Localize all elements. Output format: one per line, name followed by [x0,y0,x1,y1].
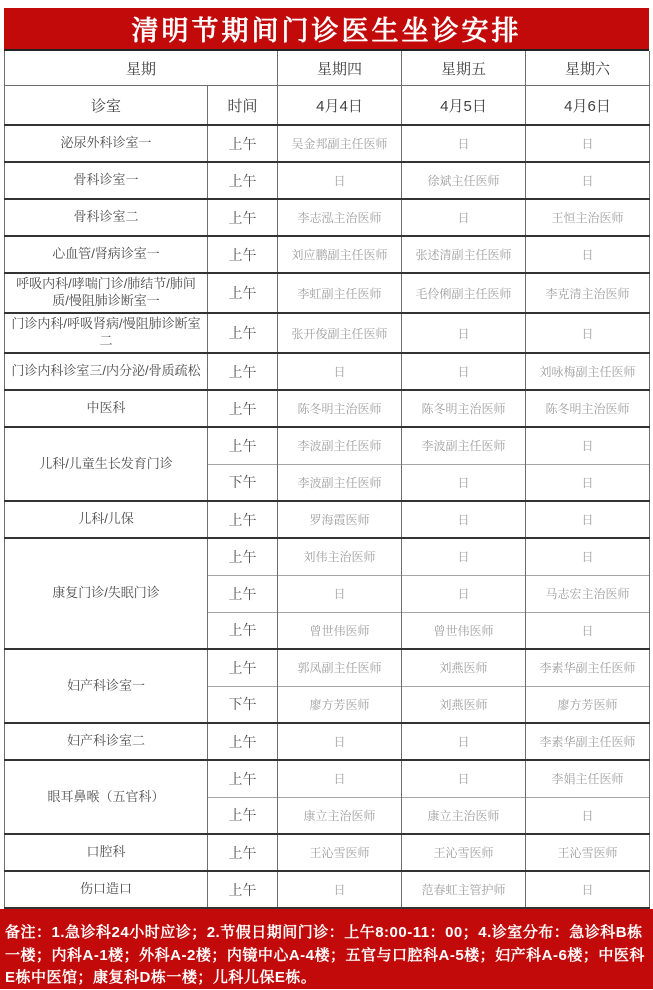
empty-cell: 日 [402,125,526,162]
doctor-cell: 罗海霞医师 [278,501,402,538]
header-time: 时间 [208,85,278,125]
time-cell: 上午 [208,575,278,612]
empty-cell: 日 [402,538,526,575]
empty-cell: 日 [278,353,402,390]
doctor-cell: 李娟主任医师 [526,760,650,797]
doctor-cell: 曾世伟医师 [278,612,402,649]
room-cell: 中医科 [5,390,208,427]
schedule-table [4,51,650,909]
notes-footer: 备注：1.急诊科24小时应诊；2.节假日期间门诊：上午8:00-11：00；4.诊室分布：急诊科B栋一楼；内科A-1楼；外科A-2楼；内镜中心A-4楼；五官与口腔科A-5楼；妇产科A-6楼；中医科E栋中医馆；康复科D栋一楼；儿科儿保E栋。 [0,909,653,989]
empty-cell: 日 [526,612,650,649]
schedule-row [5,760,650,797]
empty-cell: 日 [278,575,402,612]
doctor-cell: 王恒主治医师 [526,199,650,236]
time-cell: 上午 [208,501,278,538]
time-cell: 下午 [208,464,278,501]
time-cell: 上午 [208,538,278,575]
empty-cell: 日 [278,760,402,797]
room-cell: 门诊内科/呼吸肾病/慢阻肺诊断室二 [5,313,208,353]
header-date-apr4: 4月4日 [278,85,402,125]
schedule-row [5,273,650,313]
schedule-row [5,834,650,871]
room-cell: 儿科/儿保 [5,501,208,538]
empty-cell: 日 [526,797,650,834]
doctor-cell: 陈冬明主治医师 [526,390,650,427]
doctor-cell: 张述清副主任医师 [402,236,526,273]
doctor-cell: 刘应鹏副主任医师 [278,236,402,273]
doctor-cell: 李波副主任医师 [278,464,402,501]
empty-cell: 日 [526,501,650,538]
doctor-cell: 王沁雪医师 [278,834,402,871]
time-cell: 下午 [208,686,278,723]
time-cell: 上午 [208,313,278,353]
room-cell: 呼吸内科/哮喘门诊/肺结节/肺间质/慢阻肺诊断室一 [5,273,208,313]
time-cell: 上午 [208,390,278,427]
title-banner [4,8,649,51]
time-cell: 上午 [208,199,278,236]
room-cell: 心血管/肾病诊室一 [5,236,208,273]
header-date-apr6: 4月6日 [526,85,650,125]
empty-cell: 日 [402,723,526,760]
doctor-cell: 王沁雪医师 [402,834,526,871]
empty-cell: 日 [278,723,402,760]
time-cell: 上午 [208,612,278,649]
empty-cell: 日 [402,353,526,390]
doctor-cell: 陈冬明主治医师 [278,390,402,427]
doctor-cell: 刘伟主治医师 [278,538,402,575]
doctor-cell: 李波副主任医师 [278,427,402,464]
room-cell: 妇产科诊室一 [5,649,208,723]
time-cell: 上午 [208,427,278,464]
doctor-cell: 吴金邦副主任医师 [278,125,402,162]
time-cell: 上午 [208,871,278,908]
doctor-cell: 廖方芳医师 [278,686,402,723]
doctor-cell: 李志泓主治医师 [278,199,402,236]
room-cell: 眼耳鼻喉（五官科） [5,760,208,834]
room-cell: 妇产科诊室二 [5,723,208,760]
doctor-cell: 李克清主治医师 [526,273,650,313]
empty-cell: 日 [526,125,650,162]
time-cell: 上午 [208,273,278,313]
schedule-row [5,390,650,427]
header-friday: 星期五 [402,51,526,85]
schedule-row [5,501,650,538]
schedule-row [5,871,650,908]
schedule-row [5,723,650,760]
time-cell: 上午 [208,236,278,273]
empty-cell: 日 [526,464,650,501]
schedule-row [5,353,650,390]
room-cell: 康复门诊/失眠门诊 [5,538,208,649]
doctor-cell: 李虹副主任医师 [278,273,402,313]
doctor-cell: 张开俊副主任医师 [278,313,402,353]
room-cell: 儿科/儿童生长发育门诊 [5,427,208,501]
schedule-row [5,427,650,464]
header-week: 星期 [5,51,278,85]
empty-cell: 日 [526,313,650,353]
doctor-cell: 陈冬明主治医师 [402,390,526,427]
doctor-cell: 康立主治医师 [402,797,526,834]
doctor-cell: 王沁雪医师 [526,834,650,871]
empty-cell: 日 [526,871,650,908]
schedule-row [5,649,650,686]
room-cell: 骨科诊室一 [5,162,208,199]
empty-cell: 日 [402,760,526,797]
doctor-cell: 徐斌主任医师 [402,162,526,199]
header-saturday: 星期六 [526,51,650,85]
doctor-cell: 李波副主任医师 [402,427,526,464]
doctor-cell: 马志宏主治医师 [526,575,650,612]
room-cell: 骨科诊室二 [5,199,208,236]
room-cell: 门诊内科诊室三/内分泌/骨质疏松 [5,353,208,390]
doctor-cell: 廖方芳医师 [526,686,650,723]
doctor-cell: 李素华副主任医师 [526,723,650,760]
empty-cell: 日 [402,313,526,353]
time-cell: 上午 [208,834,278,871]
doctor-cell: 刘咏梅副主任医师 [526,353,650,390]
page-title: 清明节期间门诊医生坐诊安排 [131,16,522,47]
time-cell: 上午 [208,353,278,390]
empty-cell: 日 [278,162,402,199]
empty-cell: 日 [402,199,526,236]
empty-cell: 日 [402,501,526,538]
header-date-apr5: 4月5日 [402,85,526,125]
header-row-week [5,51,650,85]
empty-cell: 日 [526,236,650,273]
schedule-row [5,125,650,162]
header-thursday: 星期四 [278,51,402,85]
room-cell: 泌尿外科诊室一 [5,125,208,162]
empty-cell: 日 [526,427,650,464]
doctor-cell: 郭凤副主任医师 [278,649,402,686]
doctor-cell: 毛伶俐副主任医师 [402,273,526,313]
doctor-cell: 李素华副主任医师 [526,649,650,686]
schedule-row [5,538,650,575]
room-cell: 口腔科 [5,834,208,871]
schedule-row [5,199,650,236]
time-cell: 上午 [208,162,278,199]
room-cell: 伤口造口 [5,871,208,908]
doctor-cell: 刘燕医师 [402,686,526,723]
doctor-cell: 范春虹主管护师 [402,871,526,908]
doctor-cell: 曾世伟医师 [402,612,526,649]
time-cell: 上午 [208,649,278,686]
time-cell: 上午 [208,797,278,834]
header-room: 诊室 [5,85,208,125]
doctor-cell: 康立主治医师 [278,797,402,834]
empty-cell: 日 [402,575,526,612]
time-cell: 上午 [208,723,278,760]
time-cell: 上午 [208,125,278,162]
empty-cell: 日 [526,538,650,575]
header-row-date [5,85,650,125]
schedule-row [5,236,650,273]
empty-cell: 日 [402,464,526,501]
time-cell: 上午 [208,760,278,797]
empty-cell: 日 [278,871,402,908]
empty-cell: 日 [526,162,650,199]
doctor-cell: 刘燕医师 [402,649,526,686]
schedule-row [5,162,650,199]
schedule-row [5,313,650,353]
